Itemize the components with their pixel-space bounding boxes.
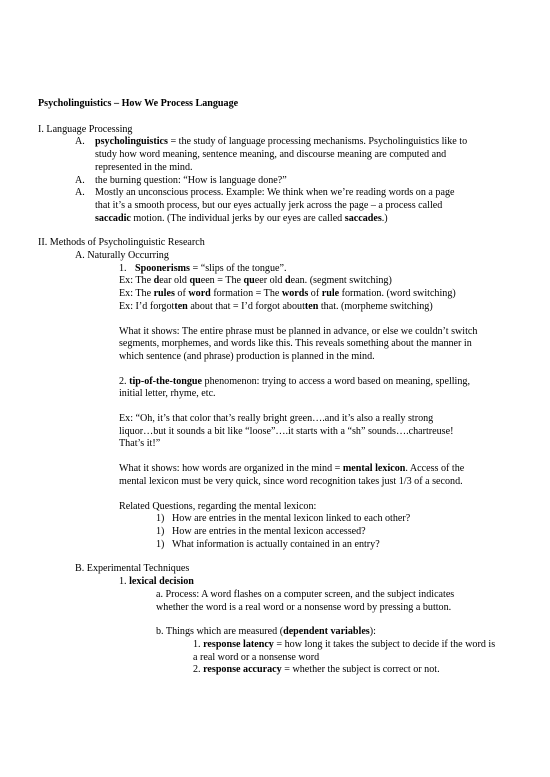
lexical-decision-process: a. Process: A word flashes on a computer screen, and the subject indicates whether the word is a real word or a nonsense word by pressing a button. bbox=[156, 588, 455, 613]
section-1-heading: I. Language Processing bbox=[38, 123, 133, 135]
term-response-accuracy: response accuracy bbox=[203, 664, 282, 676]
section-1-item-a1: A. psycholinguistics = the study of language processing mechanisms. Psycholinguistics like to study how word meaning, sentence meaning, and discourse meaning are computed and represented in the mind. bbox=[38, 136, 518, 174]
related-question: 1) How are entries in the mental lexicon accessed? bbox=[156, 525, 366, 537]
related-question: 1) How are entries in the mental lexicon linked to each other? bbox=[156, 513, 411, 525]
what-it-shows-mental-lexicon: What it shows: how words are organized in the mind = mental lexicon. Access of the mental lexicon must be very quick, since word recognition takes just 1/3 of a second. bbox=[119, 463, 465, 487]
spoonerisms-item: 1. Spoonerisms = “slips of the tongue”. bbox=[38, 263, 518, 276]
example-word-switching: Ex: The rules of word formation = The words of rule formation. (word switching) bbox=[119, 288, 456, 300]
subsection-b-heading: B. Experimental Techniques bbox=[75, 563, 190, 575]
subsection-a-heading: A. Naturally Occurring bbox=[75, 250, 169, 262]
tip-of-the-tongue-example: Ex: “Oh, it’s that color that’s really bright green….and it’s also a really strong liquor…but it sounds a bit like “loose”….it starts with a “sh” sounds….chartreuse! That’s it!” bbox=[119, 413, 454, 450]
item-number: 1. bbox=[119, 262, 127, 274]
term-lexical-decision: lexical decision bbox=[129, 576, 194, 588]
term-tip-of-the-tongue: tip-of-the-tongue bbox=[129, 375, 202, 387]
term-dependent-variables: dependent variables bbox=[283, 626, 370, 638]
term-mental-lexicon: mental lexicon bbox=[342, 463, 406, 475]
response-latency-item: 1. response latency = how long it takes the subject to decide if the word is a real word or a nonsense word bbox=[193, 638, 496, 663]
dependent-variables-heading: b. Things which are measured (dependent variables): bbox=[156, 626, 376, 638]
term-saccades: saccades bbox=[344, 212, 382, 224]
related-questions-heading: Related Questions, regarding the mental lexicon: bbox=[119, 500, 317, 512]
item-label: A. bbox=[75, 187, 85, 199]
example-morpheme-switching: Ex: I’d forgotten about that = I’d forgot aboutten that. (morpheme switching) bbox=[119, 300, 433, 312]
tip-of-the-tongue-item: 2. tip-of-the-tongue phenomenon: trying to access a word based on meaning, spelling, initial letter, rhyme, etc. bbox=[119, 375, 470, 400]
example-segment-switching: Ex: The dear old queen = The queer old dean. (segment switching) bbox=[119, 275, 392, 287]
response-accuracy-item: 2. response accuracy = whether the subject is correct or not. bbox=[193, 664, 440, 676]
term-spoonerisms: Spoonerisms bbox=[135, 262, 190, 274]
section-2-heading: II. Methods of Psycholinguistic Research bbox=[38, 237, 205, 249]
term-saccadic: saccadic bbox=[95, 212, 131, 224]
document-body bbox=[38, 98, 518, 677]
section-1-item-a3: A. Mostly an unconscious process. Example: We think when we’re reading words on a page that it’s a smooth process, but our eyes actually jerk across the page – a process called saccadic motion. (The individual jerks by our eyes are called saccades.) bbox=[38, 187, 518, 225]
lexical-decision-heading: 1. lexical decision bbox=[119, 576, 194, 588]
related-question: 1) What information is actually contained in an entry? bbox=[156, 538, 380, 550]
term-psycholinguistics: psycholinguistics bbox=[95, 136, 168, 148]
what-it-shows-spoonerisms: What it shows: The entire phrase must be planned in advance, or else we couldn’t switch segments, morphemes, and words like this. This reveals something about the manner in which sentence (and phrase) production is planned in the mind. bbox=[119, 325, 478, 362]
document-title: Psycholinguistics – How We Process Language bbox=[38, 98, 239, 109]
section-1-item-a2: A. the burning question: “How is language done?” bbox=[38, 175, 518, 188]
item-label: A. bbox=[75, 174, 85, 186]
item-label: A. bbox=[75, 136, 85, 148]
term-response-latency: response latency bbox=[203, 638, 274, 650]
